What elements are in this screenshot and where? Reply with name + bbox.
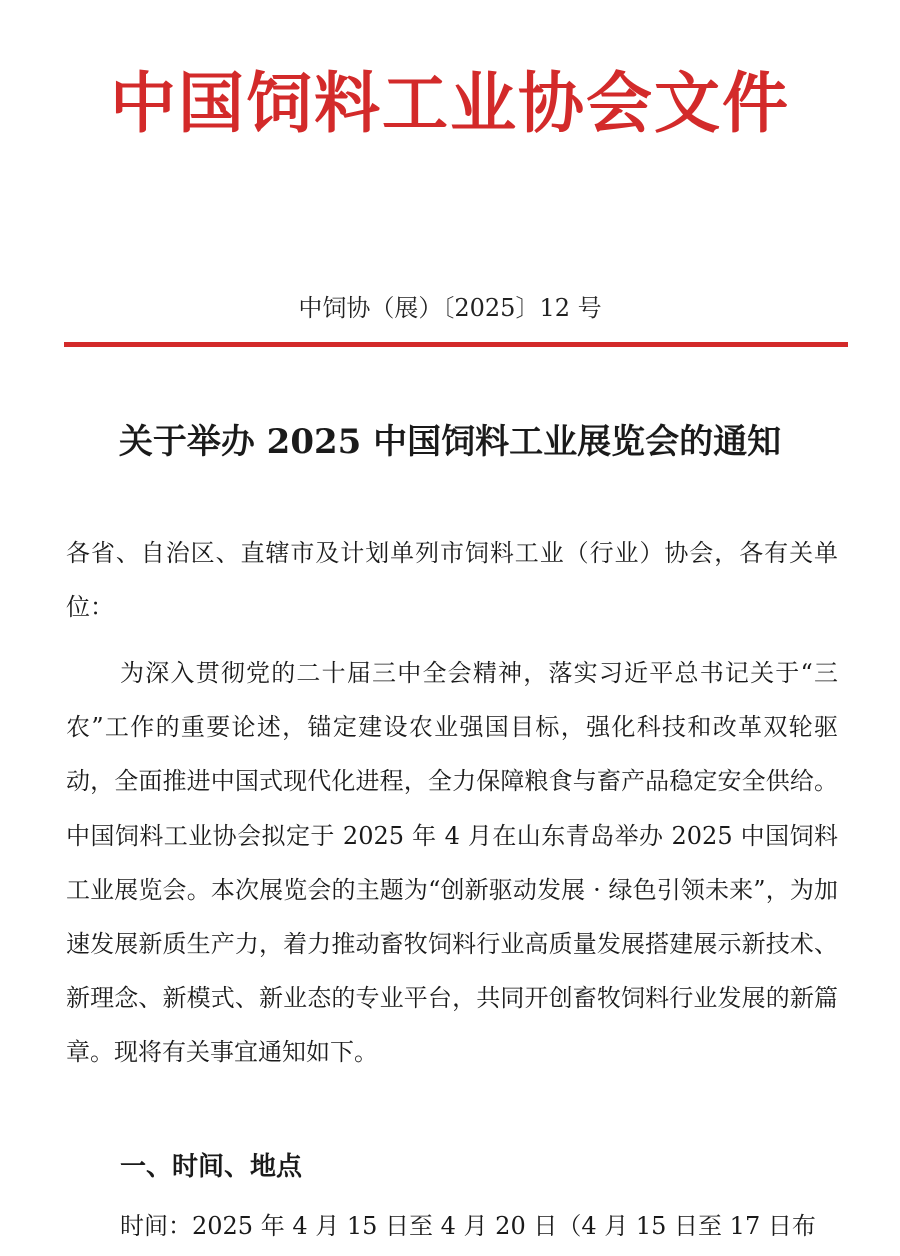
document-number: 中饲协（展）〔2025〕12 号 <box>298 294 602 322</box>
salutation: 各省、自治区、直辖市及计划单列市饲料工业（行业）协会，各有关单位： <box>66 539 838 622</box>
section-heading-time-place: 一、时间、地点 <box>120 1152 303 1182</box>
body-paragraph-1: 为深入贯彻党的二十届三中全会精神，落实习近平总书记关于“三农”工作的重要论述，锚定建设农业强国目标，强化科技和改革双轮驱动，全面推进中国式现代化进程，全力保障粮食与畜产品稳定安全供给。中国饲料工业协会拟定于 2025 年 4 月在山东青岛举办 2025 中国饲料工业展览会。本次展览会的主题为“创新驱动发展 · 绿色引领未来”，为加速发展新质生产力，着力推动畜牧饲料行业高质量发展搭建展示新技术、新理念、新模式、新业态的专业平台，共同开创畜牧饲料行业发展的新篇章。现将有关事宜通知如下。 <box>66 659 838 1067</box>
notice-title: 关于举办 2025 中国饲料工业展览会的通知 <box>118 422 782 462</box>
time-line: 时间：2025 年 4 月 15 日至 4 月 20 日（4 月 15 日至 17 日布 <box>120 1212 816 1240</box>
red-divider-line <box>64 342 848 347</box>
masthead-title: 中国饲料工业协会文件 <box>110 64 790 142</box>
